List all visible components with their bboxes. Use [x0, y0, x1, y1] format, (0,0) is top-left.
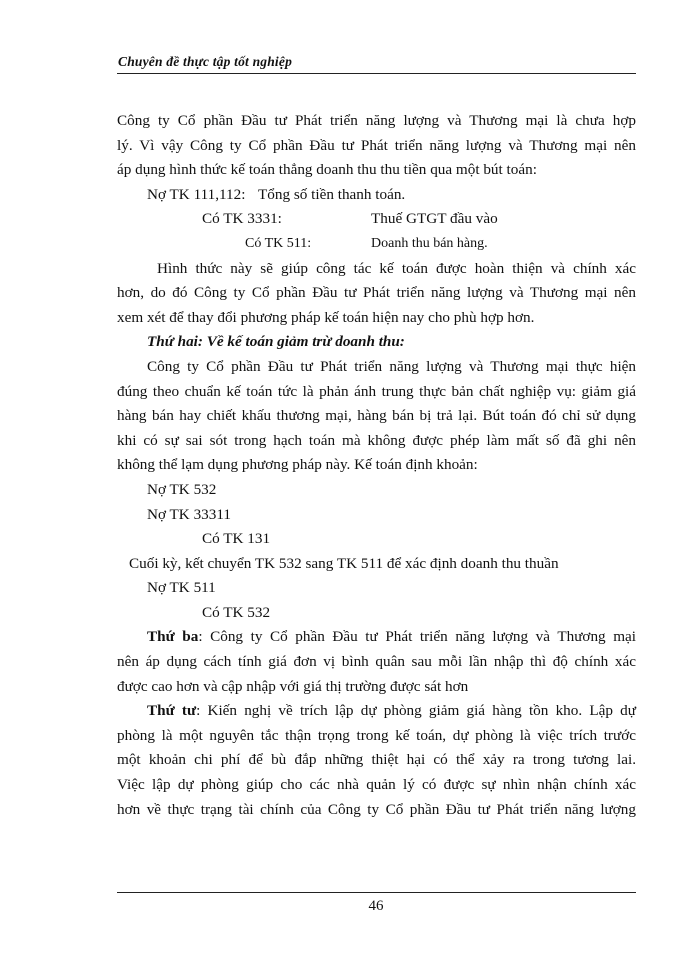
entry-description: Doanh thu bán hàng.: [371, 235, 488, 251]
entry-description: Tổng số tiền thanh toán.: [258, 185, 406, 203]
footer-rule: [117, 892, 636, 893]
body-line: Cuối kỳ, kết chuyển TK 532 sang TK 511 để xác định doanh thu thuần: [129, 554, 559, 572]
entry-line-credit: Có TK 532: [202, 603, 271, 621]
entry-description: Thuế GTGT đầu vào: [371, 210, 498, 228]
entry-line-credit: [117, 207, 636, 232]
item-text: : Công ty Cổ phần Đầu tư Phát triển năng lượng và Thương mại: [198, 628, 636, 646]
entry-line-debit: [117, 183, 636, 208]
section-heading: Thứ hai: Về kế toán giảm trừ doanh thu:: [147, 333, 405, 351]
body-line: phòng là một nguyên tắc thận trọng trong kế toán, dự phòng là việc trích trước: [117, 726, 636, 744]
body-line: áp dụng hình thức kế toán thẳng doanh thu thu tiền qua một bút toán:: [117, 161, 537, 179]
body-line: lý. Vì vậy Công ty Cổ phần Đầu tư Phát triển năng lượng và Thương mại nên: [117, 136, 636, 154]
body-line: [117, 699, 636, 724]
entry-line-debit: Nợ TK 532: [147, 480, 217, 498]
body-line: không thể lạm dụng phương pháp này. Kế toán định khoản:: [117, 456, 478, 474]
body-line: Công ty Cổ phần Đầu tư Phát triển năng lượng và Thương mại thực hiện: [147, 357, 636, 375]
item-label: Thứ ba: [147, 628, 199, 646]
body-line: Công ty Cổ phần Đầu tư Phát triển năng lượng và Thương mại là chưa hợp: [117, 112, 636, 129]
body-line: Việc lập dự phòng giúp cho các nhà quản lý có được sự nhìn nhận chính xác: [117, 776, 636, 794]
body-line: một khoản chi phí để bù đắp những thiệt hại có thể xảy ra trong tương lai.: [117, 751, 636, 769]
body-line: hàng bán hay chiết khấu thương mại, hàng bán bị trả lại. Bút toán đó chỉ sử dụng: [117, 407, 636, 425]
entry-account: Có TK 511:: [245, 235, 312, 251]
entry-line-credit: [117, 232, 636, 257]
entry-account: Nợ TK 111,112:: [147, 185, 246, 203]
entry-line-debit: Nợ TK 33311: [147, 505, 231, 523]
page-body: [117, 109, 636, 822]
entry-line-debit: Nợ TK 511: [147, 579, 216, 597]
body-line: khi có sự sai sót trong hạch toán mà không được phép làm mất số đã ghi nên: [117, 431, 636, 449]
entry-line-credit: Có TK 131: [202, 530, 271, 548]
running-header-title: Chuyên đề thực tập tốt nghiệp: [118, 54, 293, 69]
body-line: Hình thức này sẽ giúp công tác kế toán được hoàn thiện và chính xác: [157, 259, 636, 277]
body-line: [117, 625, 636, 650]
body-line: hơn, do đó Công ty Cổ phần Đầu tư Phát triển năng lượng và Thương mại nên: [117, 284, 636, 302]
body-line: hơn về thực trạng tài chính của Công ty Cổ phần Đầu tư Phát triển năng lượng: [117, 800, 636, 818]
entry-account: Có TK 3331:: [202, 210, 282, 228]
header-rule: [117, 73, 636, 74]
item-label: Thứ tư: [147, 702, 197, 720]
body-line: xem xét để thay đổi phương pháp kế toán hiện nay cho phù hợp hơn.: [117, 308, 535, 326]
item-text: : Kiến nghị về trích lập dự phòng giảm giá hàng tồn kho. Lập dự: [196, 702, 636, 720]
body-line: được cao hơn và cập nhập với giá thị trường được sát hơn: [117, 677, 469, 695]
body-line: đúng theo chuẩn kế toán tức là phản ánh trung thực bản chất nghiệp vụ: giảm giá: [117, 382, 636, 400]
body-line: nên áp dụng cách tính giá đơn vị bình quân sau mỗi lần nhập thì độ chính xác: [117, 653, 636, 671]
page-number: 46: [368, 898, 384, 914]
